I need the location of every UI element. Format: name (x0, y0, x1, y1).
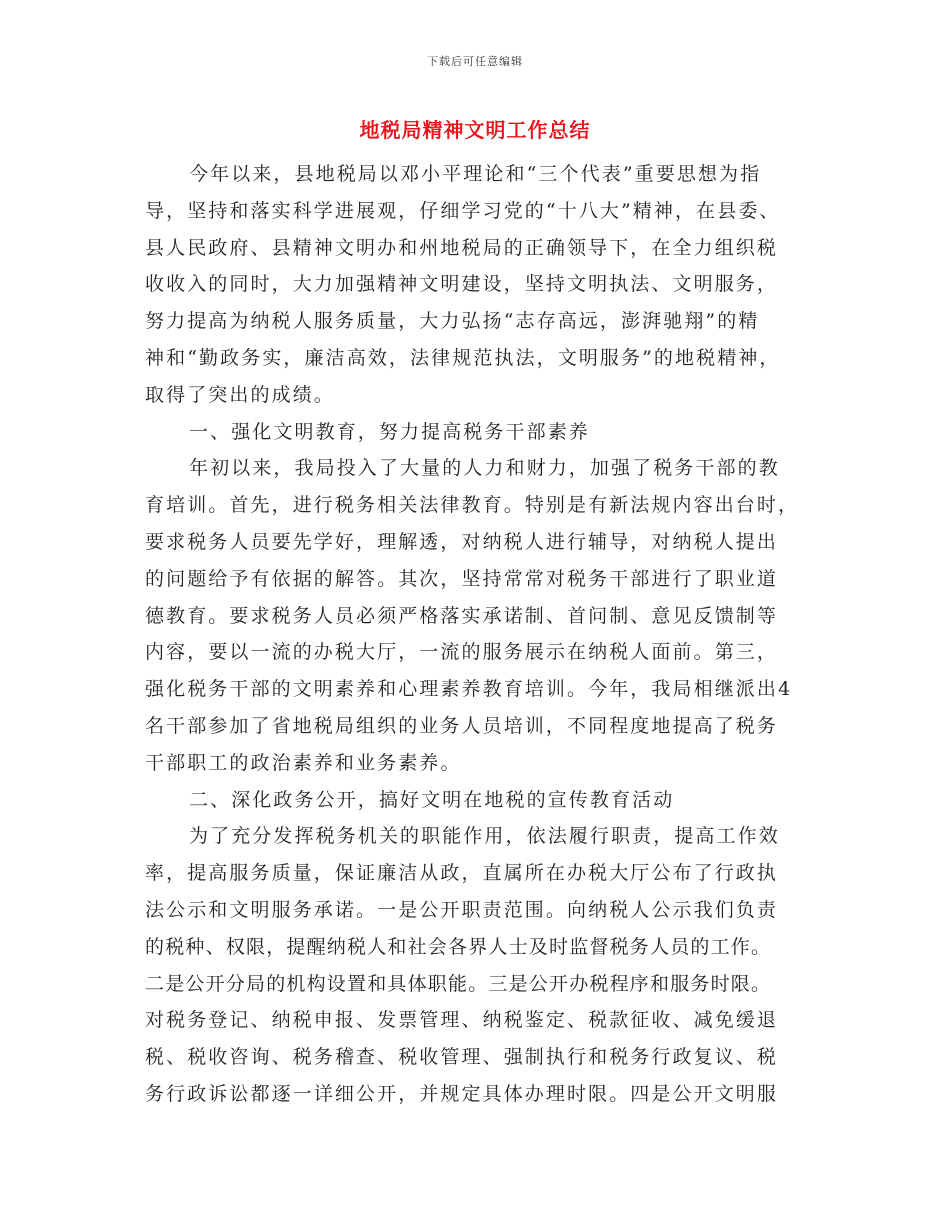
paragraph-line: 导，坚持和落实科学进展观，仔细学习党的“十八大”精神，在县委、 (145, 199, 781, 222)
paragraph-line: 要求税务人员要先学好，理解透，对纳税人进行辅导，对纳税人提出 (145, 530, 779, 553)
paragraph-line: 务行政诉讼都逐一详细公开，并规定具体办理时限。四是公开文明服 (145, 1082, 779, 1105)
section-heading: 一、强化文明教育，努力提高税务干部素养 (189, 420, 590, 443)
document-body (145, 156, 810, 1113)
header-note: 下载后可任意编辑 (427, 55, 523, 68)
paragraph-line: 强化税务干部的文明素养和心理素养教育培训。今年，我局相继派出4 (145, 678, 793, 701)
paragraph-line: 的税种、权限，提醒纳税人和社会各界人士及时监督税务人员的工作。 (145, 935, 772, 958)
paragraph-line: 取得了突出的成绩。 (145, 383, 335, 406)
document-title: 地税局精神文明工作总结 (359, 118, 591, 142)
paragraph-line: 努力提高为纳税人服务质量，大力弘扬“志存高远，澎湃驰翔”的精 (145, 310, 760, 333)
paragraph-line: 税、税收咨询、税务稽查、税收管理、强制执行和税务行政复议、税 (145, 1046, 779, 1069)
paragraph-line: 神和“勤政务实，廉洁高效，法律规范执法，文明服务”的地税精神， (145, 346, 781, 369)
paragraph-line: 为了充分发挥税务机关的职能作用，依法履行职责，提高工作效 (189, 825, 780, 848)
paragraph-line: 二是公开分局的机构设置和具体职能。三是公开办税程序和服务时限。 (145, 972, 772, 995)
paragraph-line: 今年以来，县地税局以邓小平理论和“三个代表”重要思想为指 (189, 163, 762, 185)
paragraph-line: 年初以来，我局投入了大量的人力和财力，加强了税务干部的教 (189, 457, 780, 480)
section-heading: 二、深化政务公开，搞好文明在地税的宣传教育活动 (189, 788, 675, 811)
paragraph-line: 德教育。要求税务人员必须严格落实承诺制、首问制、意见反馈制等 (145, 604, 779, 627)
paragraph-line: 法公示和文明服务承诺。一是公开职责范围。向纳税人公示我们负责 (145, 898, 779, 921)
paragraph-line: 育培训。首先，进行税务相关法律教育。特别是有新法规内容出台时， (145, 494, 800, 517)
paragraph-line: 率，提高服务质量，保证廉洁从政，直属所在办税大厅公布了行政执 (145, 862, 779, 885)
paragraph-line: 的问题给予有依据的解答。其次，坚持常常对税务干部进行了职业道 (145, 567, 779, 590)
paragraph-line: 内容，要以一流的办税大厅，一流的服务展示在纳税人面前。第三， (145, 641, 779, 664)
paragraph-line: 名干部参加了省地税局组织的业务人员培训，不同程度地提高了税务 (145, 714, 779, 737)
paragraph-line: 对税务登记、纳税申报、发票管理、纳税鉴定、税款征收、减免缓退 (145, 1009, 779, 1032)
paragraph-line: 收收入的同时，大力加强精神文明建设，坚持文明执法、文明服务， (145, 273, 779, 296)
paragraph-line: 干部职工的政治素养和业务素养。 (145, 751, 462, 774)
paragraph-line: 县人民政府、县精神文明办和州地税局的正确领导下，在全力组织税 (145, 236, 779, 259)
